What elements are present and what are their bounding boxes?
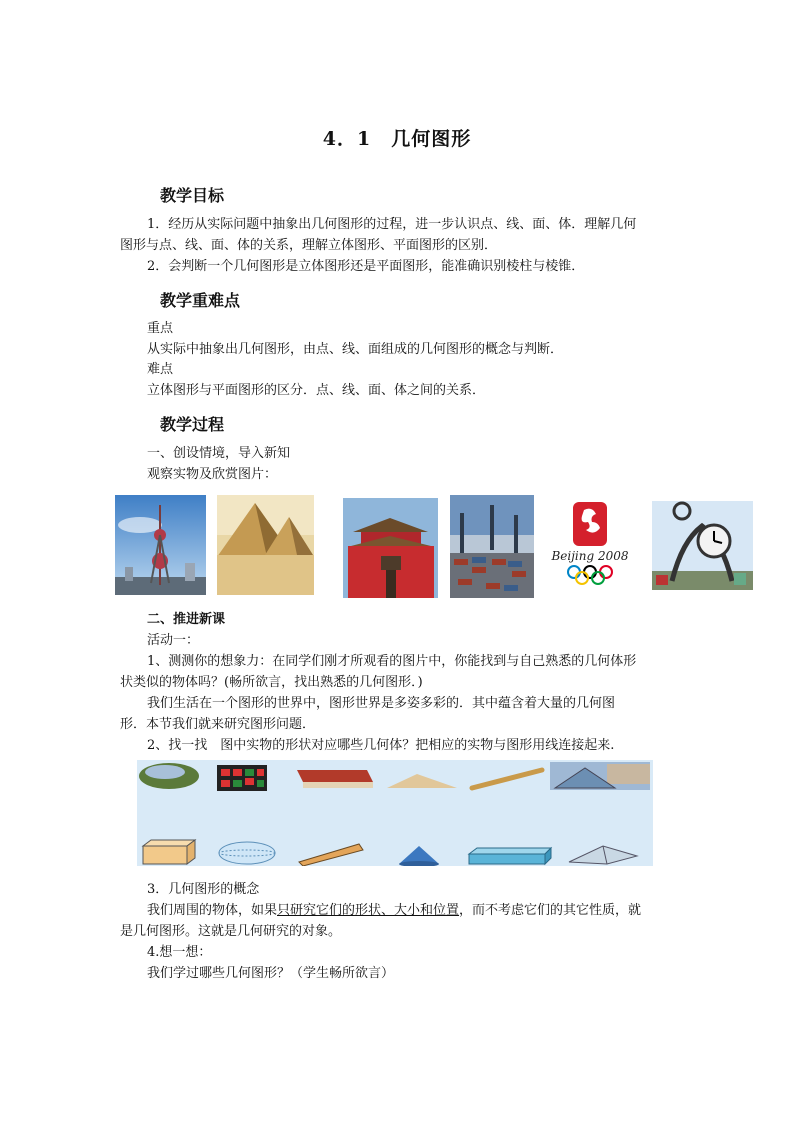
activity-1-label: 活动一： [147, 633, 200, 648]
section-heading-goals: 教学目标 [160, 186, 225, 205]
goal-2: 2．会判断一个几何图形是立体图形还是平面图形，能准确识别棱柱与棱锥． [147, 259, 585, 274]
logo-text: Beijing 2008 [551, 549, 629, 563]
paragraph-3-line-2: 是几何图形。这就是几何研究的对象。 [120, 924, 342, 939]
paragraph-4: 我们学过哪些几何图形？（学生畅所欲言） [147, 966, 395, 981]
key-point-label: 重点 [147, 321, 174, 336]
shape-cone [399, 846, 439, 866]
paragraph-3-underlined: 只研究它们的形状、大小和位置 [277, 903, 460, 918]
shape-prism [469, 848, 551, 864]
goal-1-line-2: 图形与点、线、面、体的关系，理解立体图形、平面图形的区别． [120, 238, 498, 253]
shape-cuboid [143, 840, 195, 864]
question-3: 3．几何图形的概念 [147, 882, 260, 897]
goal-1-line-1: 1．经历从实际问题中抽象出几何图形的过程，进一步认识点、线、面、体．理解几何 [147, 217, 637, 232]
object-globe [139, 763, 199, 789]
photo-tv-tower [115, 495, 206, 595]
shape-pyramid [569, 846, 637, 864]
object-louvre-pyramid [550, 762, 650, 790]
key-point-text: 从实际中抽象出几何图形，由点、线、面组成的几何图形的概念与判断． [147, 342, 564, 357]
difficulty-label: 难点 [147, 362, 174, 377]
photo-clock-tower [652, 501, 753, 590]
step-2-heading: 二、推进新课 [147, 612, 226, 627]
section-heading-key: 教学重难点 [160, 291, 241, 310]
paragraph-3-post: ，而不考虑它们的其它性质，就 [459, 903, 642, 918]
difficulty-text: 立体图形与平面图形的区分．点、线、面、体之间的关系． [147, 383, 486, 398]
question-4: 4.想一想： [147, 945, 212, 960]
step-1-text: 观察实物及欣赏图片： [147, 467, 278, 482]
paragraph-2-line-2: 形．本节我们就来研究图形问题． [120, 717, 316, 732]
photo-tiananmen [343, 498, 438, 598]
section-heading-process: 教学过程 [160, 415, 225, 434]
photo-beijing-2008-logo [548, 500, 632, 590]
step-1-heading: 一、创设情境，导入新知 [147, 446, 291, 461]
object-sand-pile [387, 774, 457, 788]
page-title: 4．1 几何图形 [322, 128, 472, 150]
object-rubiks-cube [217, 765, 267, 791]
object-stick [472, 770, 542, 788]
photo-pyramids [217, 495, 314, 595]
shape-cylinder [299, 844, 363, 866]
question-1-line-1: 1、测测你的想象力：在同学们刚才所观看的图片中，你能找到与自己熟悉的几何体形 [147, 654, 637, 669]
matching-figure [137, 760, 653, 866]
photo-port [450, 495, 534, 598]
object-book [297, 770, 373, 788]
paragraph-3-line-1 [147, 901, 641, 921]
paragraph-2-line-1: 我们生活在一个图形的世界中，图形世界是多姿多彩的．其中蕴含着大量的几何图 [147, 696, 616, 711]
shape-sphere [219, 842, 275, 864]
paragraph-3-pre: 我们周围的物体，如果 [147, 903, 278, 918]
question-1-line-2: 状类似的物体吗？(畅所欲言，找出熟悉的几何图形．) [120, 675, 423, 690]
question-2: 2、找一找 图中实物的形状对应哪些几何体？把相应的实物与图形用线连接起来. [147, 738, 615, 753]
